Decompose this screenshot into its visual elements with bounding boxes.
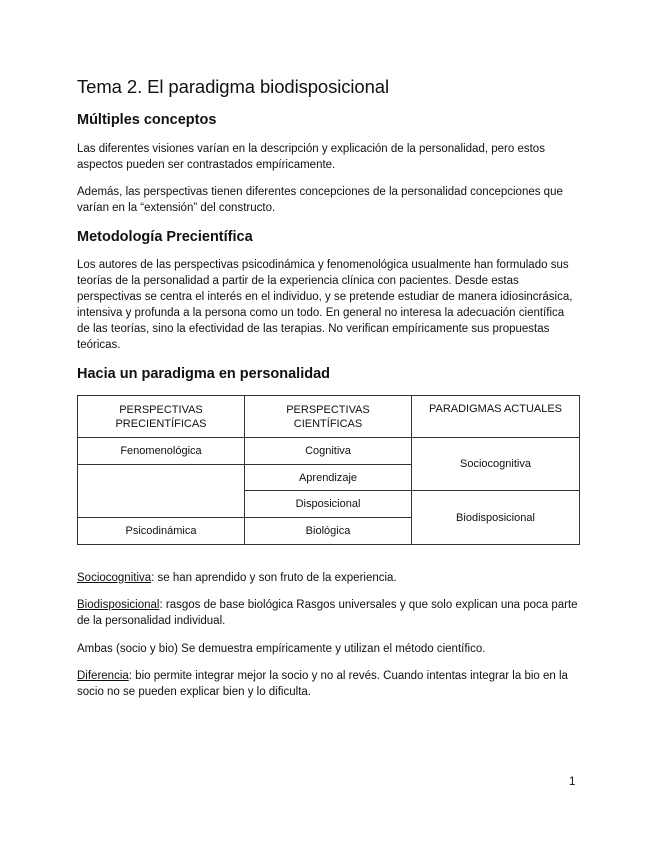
note-paragraph <box>77 668 579 700</box>
page-number: 1 <box>569 776 576 788</box>
section-heading-metodologia: Metodología Precientífica <box>77 229 253 245</box>
note-term: Diferencia <box>77 670 129 682</box>
note-text: Ambas (socio y bio) Se demuestra empíricamente y utilizan el método científico. <box>77 643 486 655</box>
note-paragraph <box>77 641 579 657</box>
note-text: : bio permite integrar mejor la socio y no al revés. Cuando intentas integrar la bio en la socio no se pueden explicar bien y lo dificulta. <box>77 670 568 698</box>
section-heading-conceptos: Múltiples conceptos <box>77 112 217 128</box>
note-term: Sociocognitiva <box>77 572 152 584</box>
table-cell-empty <box>78 465 245 518</box>
table-header: PERSPECTIVAS PRECIENTÍFICAS <box>78 396 245 438</box>
table-cell: Sociocognitiva <box>412 438 580 491</box>
table-cell: Biodisposicional <box>412 491 580 545</box>
table-cell: Psicodinámica <box>78 518 245 545</box>
page-title: Tema 2. El paradigma biodisposicional <box>77 76 390 97</box>
section-heading-paradigma: Hacia un paradigma en personalidad <box>77 366 331 382</box>
table-cell: Fenomenológica <box>78 438 245 465</box>
note-paragraph <box>77 570 579 586</box>
note-text: : rasgos de base biológica Rasgos universales y que solo explican una poca parte de la personalidad individual. <box>77 599 578 627</box>
table-cell: Aprendizaje <box>245 465 412 491</box>
table-cell: Cognitiva <box>245 438 412 465</box>
note-paragraph <box>77 597 579 629</box>
table-cell: Biológica <box>245 518 412 545</box>
table-cell: Disposicional <box>245 491 412 518</box>
paragraph: Los autores de las perspectivas psicodinámica y fenomenológica usualmente han formulado sus teorías de la personalidad a partir de la experiencia clínica con pacientes. Desde estas perspectivas se centra el interés en el individuo, y se pretende estudiar de manera idiosincrásica, intensiva y profunda a la persona como un todo. En general no interesa la adecuación científica de las teorías, sino la efectividad de las terapias. No verifican empíricamente sus propuestas teóricas. <box>77 259 573 351</box>
paradigm-table <box>77 395 580 545</box>
paragraph: Además, las perspectivas tienen diferentes concepciones de la personalidad concepciones que varían en la “extensión” del constructo. <box>77 186 563 214</box>
note-term: Biodisposicional <box>77 599 160 611</box>
paragraph: Las diferentes visiones varían en la descripción y explicación de la personalidad, pero estos aspectos pueden ser contrastados empíricamente. <box>77 143 545 171</box>
table-header: PARADIGMAS ACTUALES <box>412 396 580 438</box>
table-header: PERSPECTIVAS CIENTÍFICAS <box>245 396 412 438</box>
note-text: : se han aprendido y son fruto de la experiencia. <box>151 572 397 584</box>
